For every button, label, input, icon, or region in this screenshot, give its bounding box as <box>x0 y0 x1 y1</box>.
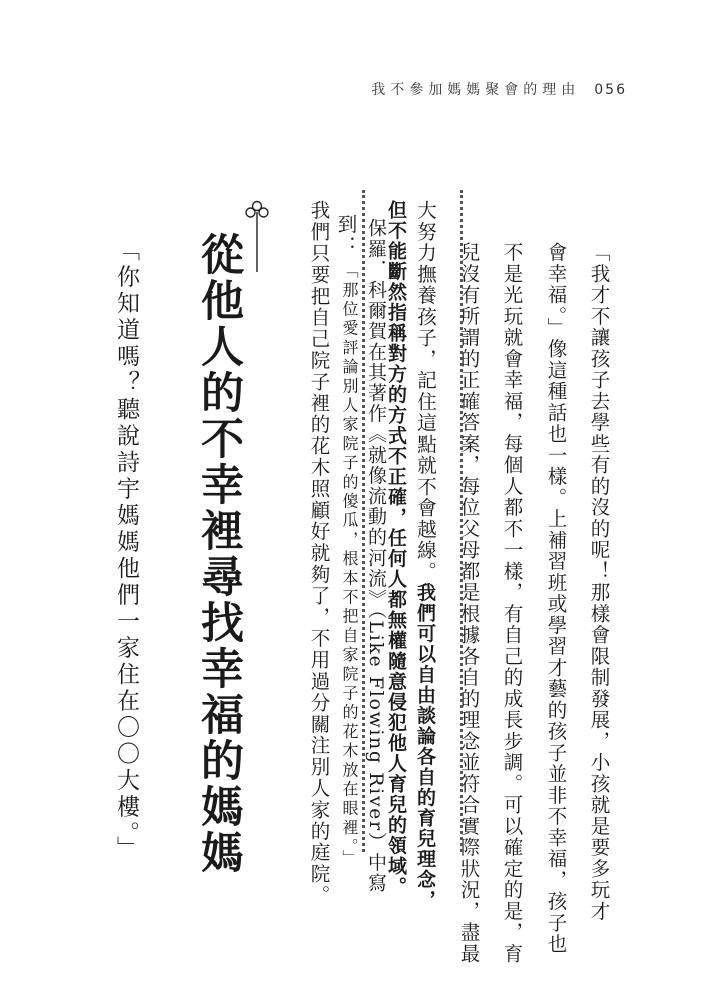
chapter-title: 從他人的不幸裡尋找幸福的媽媽 <box>194 232 244 876</box>
quote-line: 「那位愛評論別人家院子的傻瓜，根本不把自家院子的花木放在眼裡。」 <box>340 262 359 869</box>
bold-phrase-1: 我們可以自由談論各自的育兒理念， <box>414 582 436 911</box>
emphasized-line: 但不能斷然指稱對方的方式不正確，任何人都無權隨意侵犯他人育兒的領域。 <box>385 200 407 897</box>
body-line-1: 「我才不讓孩子去學些有的沒的呢！那樣會限制發展，小孩就是要多玩才 <box>587 242 611 922</box>
flower-ornament-icon <box>244 200 270 272</box>
page-number: 056 <box>594 82 627 98</box>
body-line-8: 我們只要把自己院子裡的花木照顧好就夠了，不用過分關注別人家的庭院。 <box>307 200 331 907</box>
body-line-6: 保羅．科爾賀在其著作《就像流動的河流》（Like Flowing River）中寫 <box>365 218 387 894</box>
body-line-2: 會幸福。」像這種話也一樣。上補習班或學習才藝的孩子並非不幸福，孩子也 <box>544 242 568 955</box>
body-line-5 <box>415 200 435 911</box>
body-line-7: 到： <box>334 214 358 257</box>
dotted-rule-right <box>460 190 463 852</box>
header-book-title: 我不參加媽媽聚會的理由 <box>371 82 581 98</box>
body-line-4: 兒沒有所謂的正確答案，每位父母都是根據各自的理念並符合實際狀況，盡最 <box>457 242 481 965</box>
chapter-lead-line: 「你知道嗎？聽說詩宇媽媽他們一家住在〇〇大樓。」 <box>113 238 139 863</box>
running-header <box>371 79 627 99</box>
body-line-3: 不是光玩就會幸福，每個人都不一樣，有自己的成長步調。可以確定的是，育 <box>500 242 524 965</box>
body-line-5-text: 大努力撫養孩子，記住這點就不會越線。 <box>414 200 437 583</box>
